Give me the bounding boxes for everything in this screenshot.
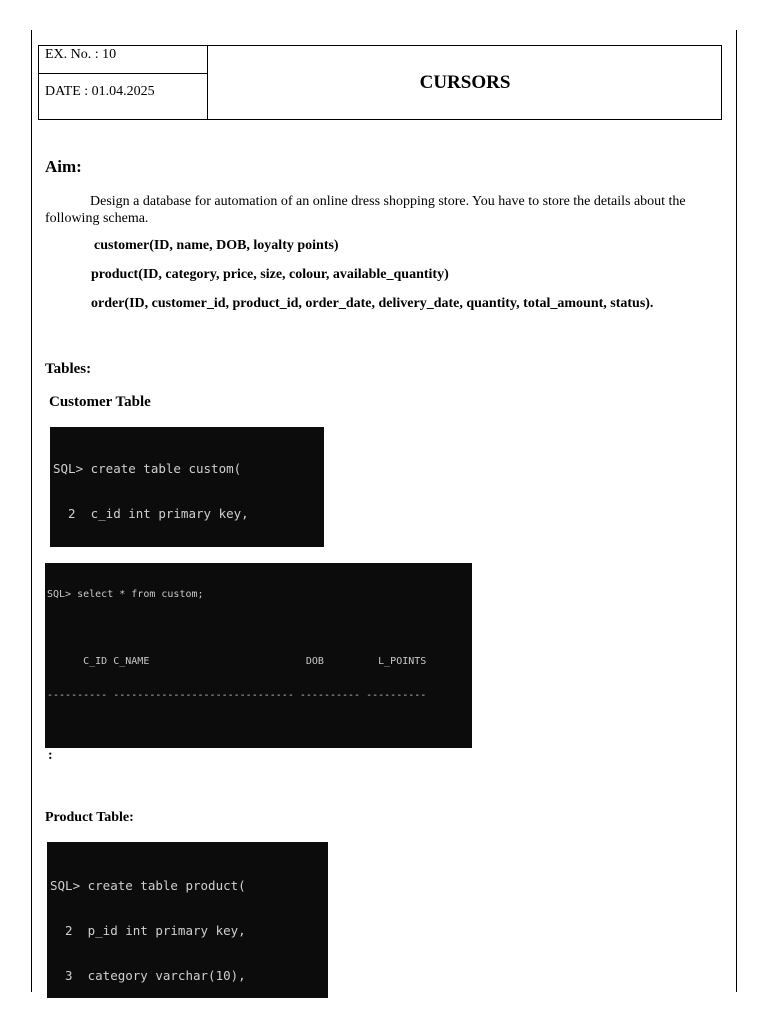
schema-product: product(ID, category, price, size, colour, available_quantity) (91, 267, 449, 282)
aim-heading: Aim: (45, 157, 82, 176)
colon-mark: : (48, 748, 53, 763)
page-border-left (31, 30, 32, 992)
page-border-right (736, 30, 737, 992)
exercise-date: DATE : 01.04.2025 (45, 84, 155, 99)
terminal-line: SQL> select * from custom; (47, 589, 204, 600)
terminal-product-create (47, 842, 328, 998)
schema-customer: customer(ID, name, DOB, loyalty points) (94, 238, 339, 253)
customer-table-heading: Customer Table (49, 394, 151, 410)
terminal-line: SQL> create table product( (50, 878, 246, 893)
page-title: CURSORS (419, 72, 511, 93)
schema-order: order(ID, customer_id, product_id, order_date, delivery_date, quantity, total_amount, status). (91, 296, 654, 311)
aim-text: Design a database for automation of an online dress shopping store. You have to store the details about the following schema. (45, 194, 686, 226)
terminal-line (47, 623, 472, 635)
terminal-line (47, 723, 472, 735)
terminal-line: C_ID C_NAME DOB L_POINTS (47, 656, 427, 668)
terminal-line: SQL> create table custom( (53, 461, 242, 476)
product-table-heading: Product Table: (45, 810, 134, 825)
terminal-customer-create (50, 427, 324, 547)
terminal-line: 2 c_id int primary key, (53, 506, 249, 521)
header-table (38, 45, 722, 120)
terminal-customer-select (45, 563, 472, 748)
terminal-line: ---------- ------------------------------ ---------- ---------- (47, 689, 427, 701)
tables-heading: Tables: (45, 361, 92, 377)
terminal-line: 3 category varchar(10), (50, 968, 246, 983)
terminal-line: 2 p_id int primary key, (50, 923, 246, 938)
header-left-cell (39, 46, 208, 119)
exercise-number: EX. No. : 10 (39, 46, 207, 74)
